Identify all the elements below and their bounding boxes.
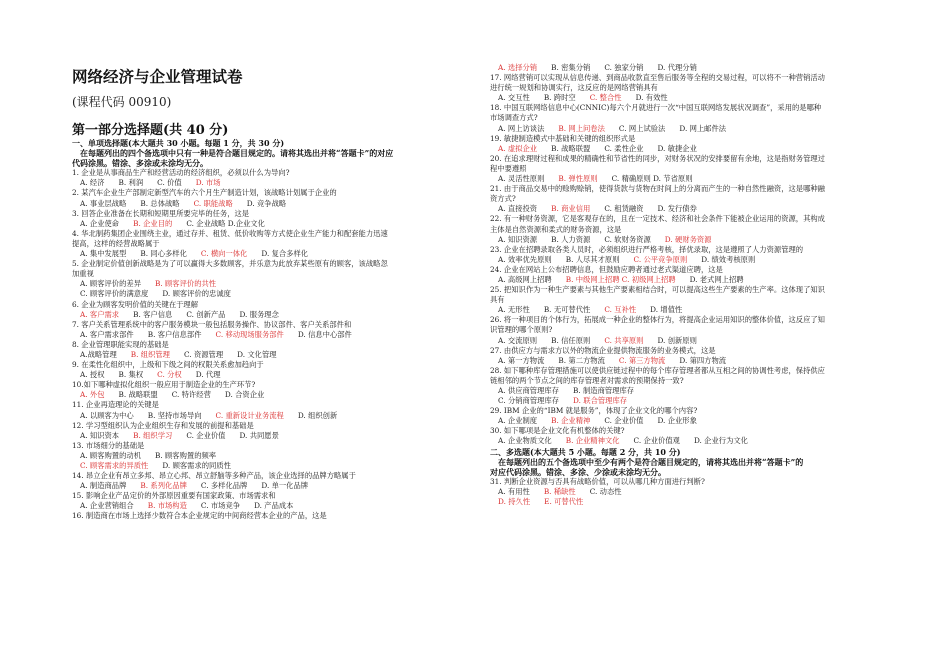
option-row (72, 249, 474, 259)
option: A. 授权 (80, 370, 105, 380)
question-text: 15. 影响企业产品定价的外部原因重要有国家政策、市场需求和 (72, 491, 276, 501)
option-row (490, 93, 892, 103)
option: B. 集权 (118, 370, 144, 380)
section2-instruction-1: 在每题列出的五个备选项中至少有两个是符合题目规定的，请将其选出并将“答题卡”的 (498, 456, 804, 467)
option: A. 以顾客为中心 (80, 410, 134, 420)
option: C. 多样化品牌 (200, 481, 248, 491)
option: B. 战略联盟 (551, 143, 591, 153)
option: C. 市场竞争 (200, 501, 241, 511)
question-text: 具有 (490, 295, 505, 305)
option-row (490, 356, 892, 366)
question-text: 20. 在追求理财过程和成果的精确性和节省性的同步，对财务状况的安排要留有余地，这是指财务管理过 (490, 153, 825, 163)
option: D. 创新原则 (657, 335, 697, 345)
option: C. 企业价值 (604, 416, 644, 426)
question-text: 加重视 (72, 269, 94, 279)
section1-instruction-1: 在每题列出的四个备选项中只有一种是符合题目规定的。请将其选出并将“答题卡”的对应 (80, 148, 394, 159)
option: B. 人尽其才原则 (565, 254, 620, 264)
option: A. 经济 (80, 178, 105, 188)
correct-option: B. 稀缺性 (543, 486, 576, 496)
question-text: 市场调查方式? (490, 113, 538, 123)
correct-option: C. 第三方物流 (618, 355, 666, 365)
option: C. 价值 (157, 178, 182, 188)
option: A. 客户需求部件 (80, 329, 134, 339)
option: C. 独家分销 (604, 63, 644, 72)
option: B. 客户信息部件 (147, 329, 202, 339)
course-code: (课程代码 00910) (72, 95, 172, 109)
option: D. 增值性 (650, 305, 683, 315)
option: B. 坚持市场导向 (147, 410, 202, 420)
correct-option: B. 组织管理 (130, 349, 170, 359)
option: C. 软财务资源 (604, 234, 651, 244)
question-text: 26. 将一种项目的个体行为，拓展成一种企业的整体行为，将提高企业运用知识的整体价值，这反应了知 (490, 315, 825, 325)
option: A. 制造商品牌 (80, 481, 127, 491)
option: D. 发行债券 (657, 204, 697, 214)
question-text: 21. 由于商品交易中的赊购赊销，使得货款与货物在时间上的分离而产生的一种自然性融资，这是哪种融 (490, 184, 825, 194)
question-text: 9. 在柔性化组织中，上级和下级之间的权限关系愈加趋向于 (72, 360, 264, 370)
option: D. 绩效考核原则 (701, 254, 756, 264)
option-row (72, 431, 474, 441)
question-text: 4. 华北制药集团企业围绕主业，通过存并、租赁、低价收购等方式使企业生产能力和配套能力迅速 (72, 228, 388, 238)
question-text: 11. 企业再造理论的关键是 (72, 400, 159, 410)
right-question-block (490, 63, 892, 507)
option: D. 文化管理 (237, 349, 277, 359)
option: B. 顾客购置的频率 (155, 450, 217, 460)
option: A. 网上访谈法 (498, 123, 545, 133)
option: D. 服务理念 (239, 309, 279, 319)
option: A. 企业使命 (80, 218, 120, 228)
correct-option: A. 客户需求 (80, 309, 120, 319)
left-question-list (72, 168, 474, 521)
correct-option: A. 外包 (80, 390, 105, 400)
option: C. 精确原则 D. 节省原则 (611, 174, 693, 184)
question-text: 识管理的哪个原则? (490, 325, 553, 335)
correct-option: B. 企业目的 (133, 218, 173, 228)
question-text: 7. 客户关系管理系统中的客户服务模块一般包括服务操作、协议部件、客户关系部件和 (72, 319, 352, 329)
question-text: 30. 如下哪项是企业文化有机整体的关键? (490, 426, 625, 436)
option-row (490, 497, 892, 507)
correct-option: B. 企业精神文化 (565, 436, 620, 446)
option: C. 动态性 (589, 486, 622, 496)
question-text: 5. 企业制定价值创新战略是为了可以赢得大多数顾客，并乐意为此放弃某些原有的顾客，该战略忽 (72, 259, 388, 269)
exam-title: 网络经济与企业管理试卷 (72, 67, 243, 86)
option: B. 跨时空 (543, 93, 576, 103)
option-row (490, 235, 892, 245)
correct-option: D. 硬财务资源 (664, 234, 712, 244)
option: A. 企业物质文化 (498, 436, 552, 446)
option: A. 集中发展型 (80, 249, 127, 259)
option: A. 企业制度 (498, 416, 538, 426)
option: D. 复合多样化 (261, 249, 309, 259)
option-row (72, 451, 474, 461)
option: A. 效率优先原则 (498, 254, 552, 264)
correct-option: B. 顾客评价的共性 (155, 279, 217, 289)
option-row (490, 174, 892, 184)
option: A. 直接投资 (498, 204, 538, 214)
correct-option: C. 互补性 (604, 305, 637, 315)
question-text: 2. 某汽车企业生产部制定新型汽车的六个月生产制造计划，该战略计划属于企业的 (72, 188, 337, 198)
option: A. 交流原则 (498, 335, 538, 345)
option-row (490, 63, 892, 73)
option: D. 企业行为文化 (693, 436, 748, 446)
option-row (72, 501, 474, 511)
question-text: 31. 判断企业资源与否具有战略价值，可以从哪几种方面进行判断? (490, 476, 705, 486)
option: D. 网上邮件法 (679, 123, 727, 133)
question-text: 10.如下哪种虚拟化组织一般应用于制造企业的生产环节? (72, 380, 256, 390)
correct-option: C. 职能战略 (193, 198, 233, 208)
correct-option: C. 移动现场服务部件 (215, 329, 284, 339)
option: D. 代理分销 (657, 63, 697, 72)
option: B. 密集分销 (551, 63, 591, 72)
option-row (490, 336, 892, 346)
option: B. 信任原则 (551, 335, 591, 345)
correct-option: D. 市场 (195, 178, 221, 188)
option: A. 第一方物流 (498, 355, 545, 365)
correct-option: A. 选择分销 (498, 63, 538, 72)
option: D. 顾客需求的同质性 (162, 461, 231, 470)
option-row (72, 289, 474, 299)
correct-option: C. 重新设计业务流程 (215, 410, 284, 420)
question-text: 27. 由供应方与需求方以外的物流企业提供物流服务的业务模式，这是 (490, 345, 716, 355)
section2-heading: 二、多选题(本大题共 5 小题。每题 2 分，共 10 分) (490, 446, 681, 457)
option-row (72, 279, 474, 289)
option: A.战略管理 (80, 349, 117, 359)
part-title: 第一部分选择题(共 40 分) (72, 123, 229, 138)
question-text: 13. 市场细分的基础是 (72, 440, 145, 450)
option: C. 分销商管理库存 (498, 396, 560, 406)
option: C. 顾客评价的满意度 (80, 289, 149, 299)
question-text: 6. 企业为顾客发明价值的关键在于理解 (72, 299, 199, 309)
option: D. 敏捷企业 (657, 143, 697, 153)
question-text: 进行统一规划和协调实行，这反应的是网络营销具有 (490, 83, 658, 93)
option-row (72, 310, 474, 320)
option-row (72, 411, 474, 421)
option: D. 共同愿景 (239, 430, 279, 440)
question-text: 17. 网络营销可以实现从信息传递、到商品收款直至售后服务等全程的交易过程，可以将不一种营销活动 (490, 73, 825, 83)
question-text: 25. 把知识作为一种生产要素与其他生产要素相结合时，可以提高这些生产要素的生产率。这体现了知识 (490, 285, 825, 295)
section2-question-list (490, 477, 892, 507)
option: C. 企业价值观 (633, 436, 680, 446)
correct-option: C. 顾客需求的异质性 (80, 461, 149, 470)
option-row (490, 275, 892, 285)
option: B. 无可替代性 (543, 305, 591, 315)
correct-option: B. 组织学习 (133, 430, 173, 440)
option-row (72, 390, 474, 400)
option-row (72, 461, 474, 471)
correct-option: E. 可替代性 (544, 497, 584, 507)
correct-option: B. 中级网上招聘 C. 初级网上招聘 (565, 274, 676, 284)
question-text: 19. 敏捷制造模式中基础和关键的组织形式是 (490, 133, 636, 143)
correct-option: D. 持久性 (498, 497, 531, 507)
option: D. 单一化品牌 (261, 481, 309, 491)
question-text: 1. 企业是从事商品生产和经营活动的经济组织，必须以什么为导向? (72, 168, 290, 178)
option: B. 第二方物流 (558, 355, 605, 365)
option-row (72, 330, 474, 340)
option: A. 交互性 (498, 93, 530, 103)
option: A. 有用性 (498, 486, 530, 496)
correct-option: C. 共享原则 (604, 335, 644, 345)
option: C. 企业战略 D.企业文化 (186, 218, 265, 228)
question-text: 12. 学习型组织认为企业组织生存和发展的前提和基础是 (72, 420, 254, 430)
option-row (72, 370, 474, 380)
option: D. 第四方物流 (679, 355, 727, 365)
question-text: 主体是自然资源和柔式的财务资源，这是 (490, 224, 622, 234)
section1-instruction-2: 代码涂黑。错涂、多涂或未涂均无分。 (72, 158, 208, 169)
question-text: 28. 如下哪种库存管理措施可以使供应链过程中的每个库存管理者都从互相之间的协调性考虑，保持供应 (490, 365, 825, 375)
option: B. 人力资源 (551, 234, 591, 244)
option-row (490, 124, 892, 134)
section1-block (72, 138, 474, 522)
option: C. 资源管理 (183, 349, 224, 359)
option-row (490, 436, 892, 446)
correct-option: B. 弹性原则 (558, 174, 598, 184)
option: C. 企业价值 (186, 430, 226, 440)
option: C. 网上试验法 (618, 123, 666, 133)
correct-option: C. 整合性 (589, 93, 622, 103)
question-text: 资方式? (490, 194, 516, 204)
correct-option: D. 联合管理库存 (573, 396, 628, 406)
option: D. 产品成本 (254, 501, 294, 511)
option: A. 顾客评价的差异 (80, 279, 141, 289)
option: A. 高级网上招聘 (498, 274, 552, 284)
option: A. 知识资本 (80, 430, 120, 440)
question-text: 24. 企业在网站上公布招聘信息，但鼓励应聘者通过老式渠道应聘，这是 (490, 264, 723, 274)
question-text: 3. 回答企业准备在长期和短期里所要完毕的任务，这是 (72, 208, 250, 218)
option: D. 合资企业 (224, 390, 265, 400)
correct-option: C. 横向一体化 (200, 249, 248, 259)
option: D. 组织创新 (297, 410, 338, 420)
option: C. 租赁融资 (604, 204, 644, 214)
section1-heading: 一、单项选择题(本大题共 30 小题。每题 1 分，共 30 分) (72, 138, 285, 148)
option: C. 柔性企业 (604, 143, 644, 153)
option-row (72, 178, 474, 188)
correct-option: B. 系列化品牌 (140, 481, 187, 491)
correct-option: C. 分权 (157, 370, 182, 380)
option-row (72, 481, 474, 491)
correct-option: B. 商业信用 (551, 204, 591, 214)
option-row (72, 219, 474, 229)
question-text: 链相邻的两个节点之间的库存管理者对需求的预期保持一致? (490, 375, 684, 385)
option: B. 制造商管理库存 (573, 386, 635, 395)
option: D. 代理 (195, 370, 221, 380)
option-row (490, 305, 892, 315)
option-row (490, 386, 892, 396)
option: B. 利润 (118, 178, 144, 188)
correct-option: B. 市场构造 (147, 501, 187, 511)
option: A. 事业层战略 (80, 198, 127, 208)
option: B. 客户信息 (133, 309, 173, 319)
question-text: 提高，这样的经营战略属于 (72, 238, 160, 248)
option: A. 企业营销组合 (80, 501, 134, 511)
option-row (490, 204, 892, 214)
correct-option: B. 网上问卷法 (558, 123, 605, 133)
option: A. 无形性 (498, 305, 530, 315)
option-row (490, 396, 892, 406)
correct-option: C. 公平竞争原则 (633, 254, 688, 264)
option: C. 创新产品 (186, 309, 226, 319)
question-text: 14. 昂立企业有昂立多邦、昂立心邦、昂立舒脑等多种产品，该企业选择的品牌方略属于 (72, 471, 356, 481)
question-text: 18. 中国互联网络信息中心(CNNIC)每六个月就进行一次“中国互联网络发展状况调查”，采用的是哪种 (490, 103, 822, 113)
option-row (490, 487, 892, 497)
option: B. 战略联盟 (118, 390, 158, 400)
question-text: 8. 企业管理职能实现的基础是 (72, 339, 169, 349)
option-row (72, 350, 474, 360)
option: A. 灵活性原则 (498, 174, 545, 184)
correct-option: A. 虚拟企业 (498, 143, 538, 153)
question-text: 22. 有一种财务资源，它是客观存在的，且在一定技术、经济和社会条件下能被企业运用的资源，其构成 (490, 214, 825, 224)
option: D. 信息中心部件 (297, 329, 352, 339)
option: C. 特许经营 (171, 390, 211, 400)
question-text: 16. 制造商在市场上选择少数符合本企业规定的中间商经营本企业的产品，这是 (72, 511, 327, 521)
option-row (490, 255, 892, 265)
option-row (490, 144, 892, 154)
option: D. 企业形象 (657, 416, 697, 426)
question-text: 程中要遵照 (490, 163, 527, 173)
right-question-list (490, 63, 892, 447)
option-row (72, 199, 474, 209)
option: B. 同心多样化 (140, 249, 187, 259)
question-text: 29. IBM 企业的“IBM 就是服务”，体现了企业文化的哪个内容? (490, 406, 698, 416)
option: D. 老式网上招聘 (689, 274, 744, 284)
option: B. 总体战略 (140, 198, 180, 208)
section2-instruction-2: 对应代码涂黑。错涂、多涂、少涂或未涂均无分。 (490, 466, 666, 477)
option-row (490, 416, 892, 426)
option: A. 知识资源 (498, 234, 538, 244)
option: D. 竞争战略 (246, 198, 287, 208)
correct-option: B. 企业精神 (551, 416, 591, 426)
option: A. 顾客购置的动机 (80, 450, 141, 460)
option: D. 顾客评价的忠诚度 (162, 289, 231, 299)
option: A. 供应商管理库存 (498, 386, 559, 395)
question-text: 23. 企业在招聘录取各类人员时，必须组织进行严格考核，择优录取，这是遵照了人力资源管理的 (490, 244, 804, 254)
option: D. 有效性 (635, 93, 668, 103)
